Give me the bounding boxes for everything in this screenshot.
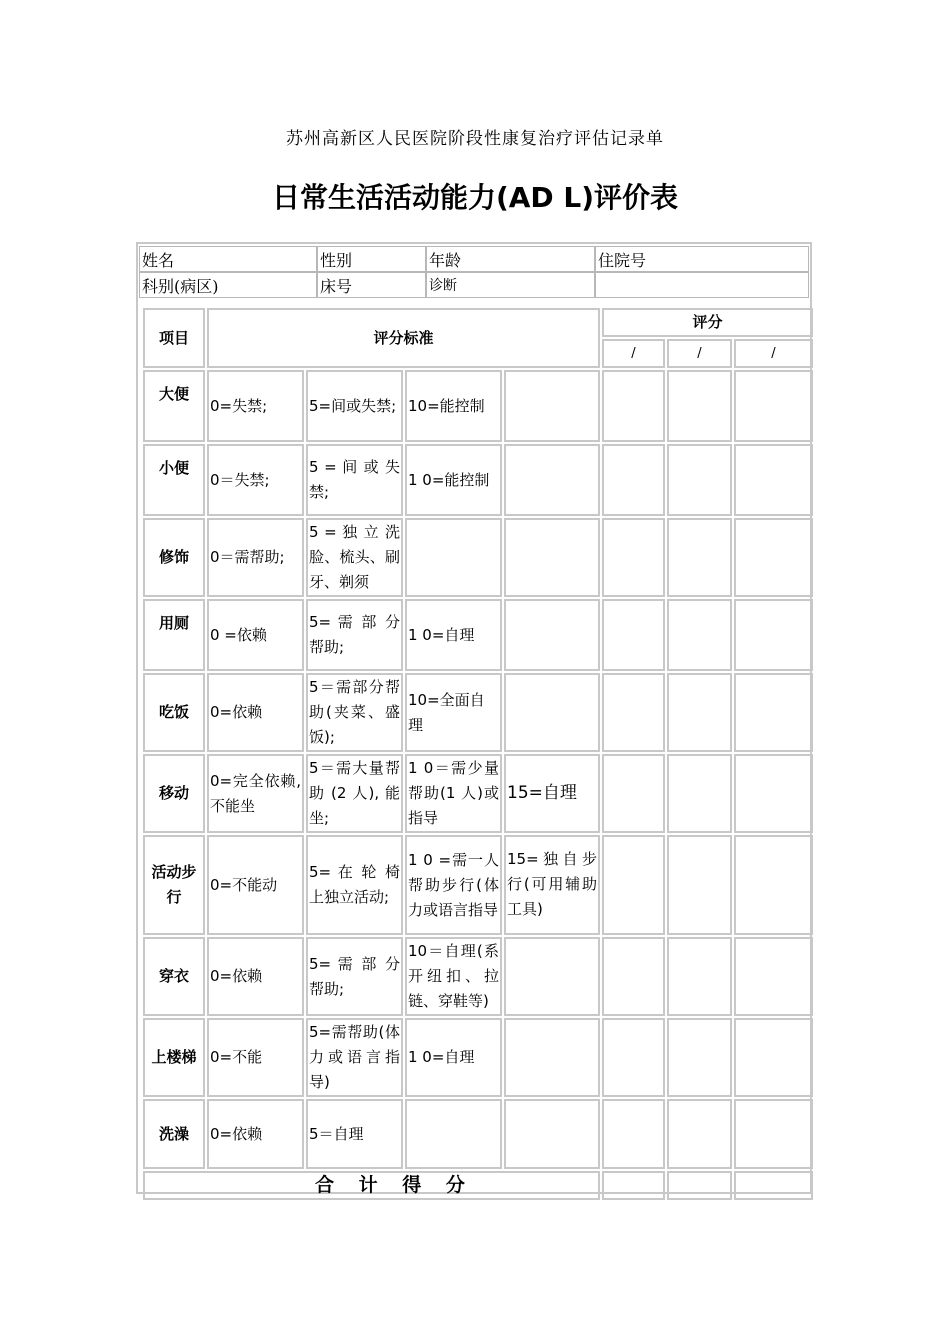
criteria-cell: 1 0=自理 bbox=[405, 599, 502, 671]
score-cell[interactable] bbox=[602, 1018, 665, 1097]
criteria-cell: 0=依赖 bbox=[207, 1099, 304, 1169]
adl-score-table bbox=[141, 306, 815, 1202]
criteria-cell: 5＝需大量帮助 (2 人), 能坐; bbox=[306, 754, 403, 833]
criteria-header: 评分标准 bbox=[207, 308, 600, 368]
criteria-cell: 5=需帮助(体力或语言指导) bbox=[306, 1018, 403, 1097]
score-cell[interactable] bbox=[734, 370, 813, 442]
score-cell[interactable] bbox=[667, 599, 732, 671]
date-slash-2: / bbox=[667, 339, 732, 368]
criteria-cell bbox=[504, 599, 600, 671]
bed-label: 床号 bbox=[317, 272, 426, 298]
table-row bbox=[143, 835, 813, 935]
criteria-cell: 5 = 间 或 失禁; bbox=[306, 444, 403, 516]
table-row bbox=[143, 754, 813, 833]
score-cell[interactable] bbox=[734, 518, 813, 597]
item-name: 上楼梯 bbox=[143, 1018, 205, 1097]
criteria-cell bbox=[504, 937, 600, 1016]
table-row bbox=[143, 370, 813, 442]
table-row bbox=[143, 673, 813, 752]
item-name: 吃饭 bbox=[143, 673, 205, 752]
score-cell[interactable] bbox=[734, 673, 813, 752]
criteria-cell: 5= 需 部 分 帮助; bbox=[306, 937, 403, 1016]
criteria-cell: 0=不能 bbox=[207, 1018, 304, 1097]
criteria-cell: 0 =依赖 bbox=[207, 599, 304, 671]
criteria-cell bbox=[405, 1099, 502, 1169]
criteria-cell bbox=[504, 673, 600, 752]
diagnosis-label: 诊断 bbox=[426, 272, 595, 298]
score-cell[interactable] bbox=[667, 835, 732, 935]
criteria-cell: 10=能控制 bbox=[405, 370, 502, 442]
criteria-cell: 1 0 =需一人帮助步行(体力或语言指导 bbox=[405, 835, 502, 935]
criteria-cell bbox=[405, 518, 502, 597]
score-cell[interactable] bbox=[602, 1099, 665, 1169]
criteria-cell: 0=依赖 bbox=[207, 937, 304, 1016]
score-cell[interactable] bbox=[602, 599, 665, 671]
score-cell[interactable] bbox=[667, 370, 732, 442]
criteria-cell: 0＝需帮助; bbox=[207, 518, 304, 597]
date-slash-1: / bbox=[602, 339, 665, 368]
criteria-cell: 0＝失禁; bbox=[207, 444, 304, 516]
patient-info-table bbox=[139, 246, 809, 298]
criteria-cell: 5= 需 部 分 帮助; bbox=[306, 599, 403, 671]
item-name: 用厕 bbox=[143, 599, 205, 671]
criteria-cell: 5=间或失禁; bbox=[306, 370, 403, 442]
score-cell[interactable] bbox=[734, 754, 813, 833]
total-row bbox=[143, 1171, 813, 1200]
total-score-label: 合 计 得 分 bbox=[143, 1171, 600, 1200]
score-cell[interactable] bbox=[602, 673, 665, 752]
score-cell[interactable] bbox=[667, 937, 732, 1016]
table-row bbox=[143, 937, 813, 1016]
score-cell[interactable] bbox=[734, 937, 813, 1016]
criteria-cell: 0=不能动 bbox=[207, 835, 304, 935]
criteria-cell: 15=独自步行(可用辅助工具) bbox=[504, 835, 600, 935]
criteria-cell: 5＝自理 bbox=[306, 1099, 403, 1169]
item-name: 小便 bbox=[143, 444, 205, 516]
criteria-cell bbox=[504, 444, 600, 516]
score-cell[interactable] bbox=[602, 754, 665, 833]
criteria-cell: 10＝自理(系开纽扣、拉链、穿鞋等) bbox=[405, 937, 502, 1016]
form-title: 日常生活活动能力(AD L)评价表 bbox=[271, 181, 679, 214]
name-label: 姓名 bbox=[139, 246, 317, 272]
criteria-cell: 5= 在 轮 椅 上独立活动; bbox=[306, 835, 403, 935]
table-row bbox=[143, 1099, 813, 1169]
age-label: 年龄 bbox=[426, 246, 595, 272]
total-score-cell[interactable] bbox=[667, 1171, 732, 1200]
score-cell[interactable] bbox=[667, 754, 732, 833]
criteria-cell: 0=完全依赖,不能坐 bbox=[207, 754, 304, 833]
department-label: 科别(病区) bbox=[139, 272, 317, 298]
criteria-cell bbox=[504, 1099, 600, 1169]
item-name: 移动 bbox=[143, 754, 205, 833]
criteria-cell: 0=失禁; bbox=[207, 370, 304, 442]
item-name: 洗澡 bbox=[143, 1099, 205, 1169]
item-name: 修饰 bbox=[143, 518, 205, 597]
criteria-cell bbox=[504, 518, 600, 597]
criteria-cell: 1 0=能控制 bbox=[405, 444, 502, 516]
total-score-cell[interactable] bbox=[734, 1171, 813, 1200]
criteria-cell: 5＝需部分帮助(夹菜、盛饭); bbox=[306, 673, 403, 752]
score-cell[interactable] bbox=[734, 835, 813, 935]
criteria-cell: 0=依赖 bbox=[207, 673, 304, 752]
score-cell[interactable] bbox=[734, 1018, 813, 1097]
criteria-cell: 15=自理 bbox=[504, 754, 600, 833]
table-row bbox=[143, 518, 813, 597]
criteria-cell: 1 0=自理 bbox=[405, 1018, 502, 1097]
score-cell[interactable] bbox=[667, 673, 732, 752]
item-name: 穿衣 bbox=[143, 937, 205, 1016]
criteria-cell: 1 0＝需少量帮助(1 人)或指导 bbox=[405, 754, 502, 833]
diagnosis-value bbox=[595, 272, 809, 298]
score-cell[interactable] bbox=[667, 1018, 732, 1097]
table-row bbox=[143, 1018, 813, 1097]
item-name: 大便 bbox=[143, 370, 205, 442]
criteria-cell: 10=全面自理 bbox=[405, 673, 502, 752]
score-cell[interactable] bbox=[602, 370, 665, 442]
form-subtitle: 苏州高新区人民医院阶段性康复治疗评估记录单 bbox=[286, 129, 664, 149]
total-score-cell[interactable] bbox=[602, 1171, 665, 1200]
score-cell[interactable] bbox=[602, 937, 665, 1016]
criteria-cell bbox=[504, 370, 600, 442]
score-cell[interactable] bbox=[734, 444, 813, 516]
score-cell[interactable] bbox=[667, 518, 732, 597]
item-name: 活动步行 bbox=[143, 835, 205, 935]
score-cell[interactable] bbox=[602, 835, 665, 935]
criteria-cell bbox=[504, 1018, 600, 1097]
date-slash-3: / bbox=[734, 339, 813, 368]
criteria-cell: 5 = 独 立 洗脸、梳头、刷牙、剃须 bbox=[306, 518, 403, 597]
table-row bbox=[143, 444, 813, 516]
score-header: 评分 bbox=[602, 308, 813, 337]
score-cell[interactable] bbox=[734, 599, 813, 671]
gender-label: 性别 bbox=[317, 246, 426, 272]
item-header: 项目 bbox=[143, 308, 205, 368]
score-cell[interactable] bbox=[667, 1099, 732, 1169]
score-cell[interactable] bbox=[602, 444, 665, 516]
admission-number-label: 住院号 bbox=[595, 246, 809, 272]
score-cell[interactable] bbox=[734, 1099, 813, 1169]
score-cell[interactable] bbox=[667, 444, 732, 516]
table-row bbox=[143, 599, 813, 671]
score-cell[interactable] bbox=[602, 518, 665, 597]
